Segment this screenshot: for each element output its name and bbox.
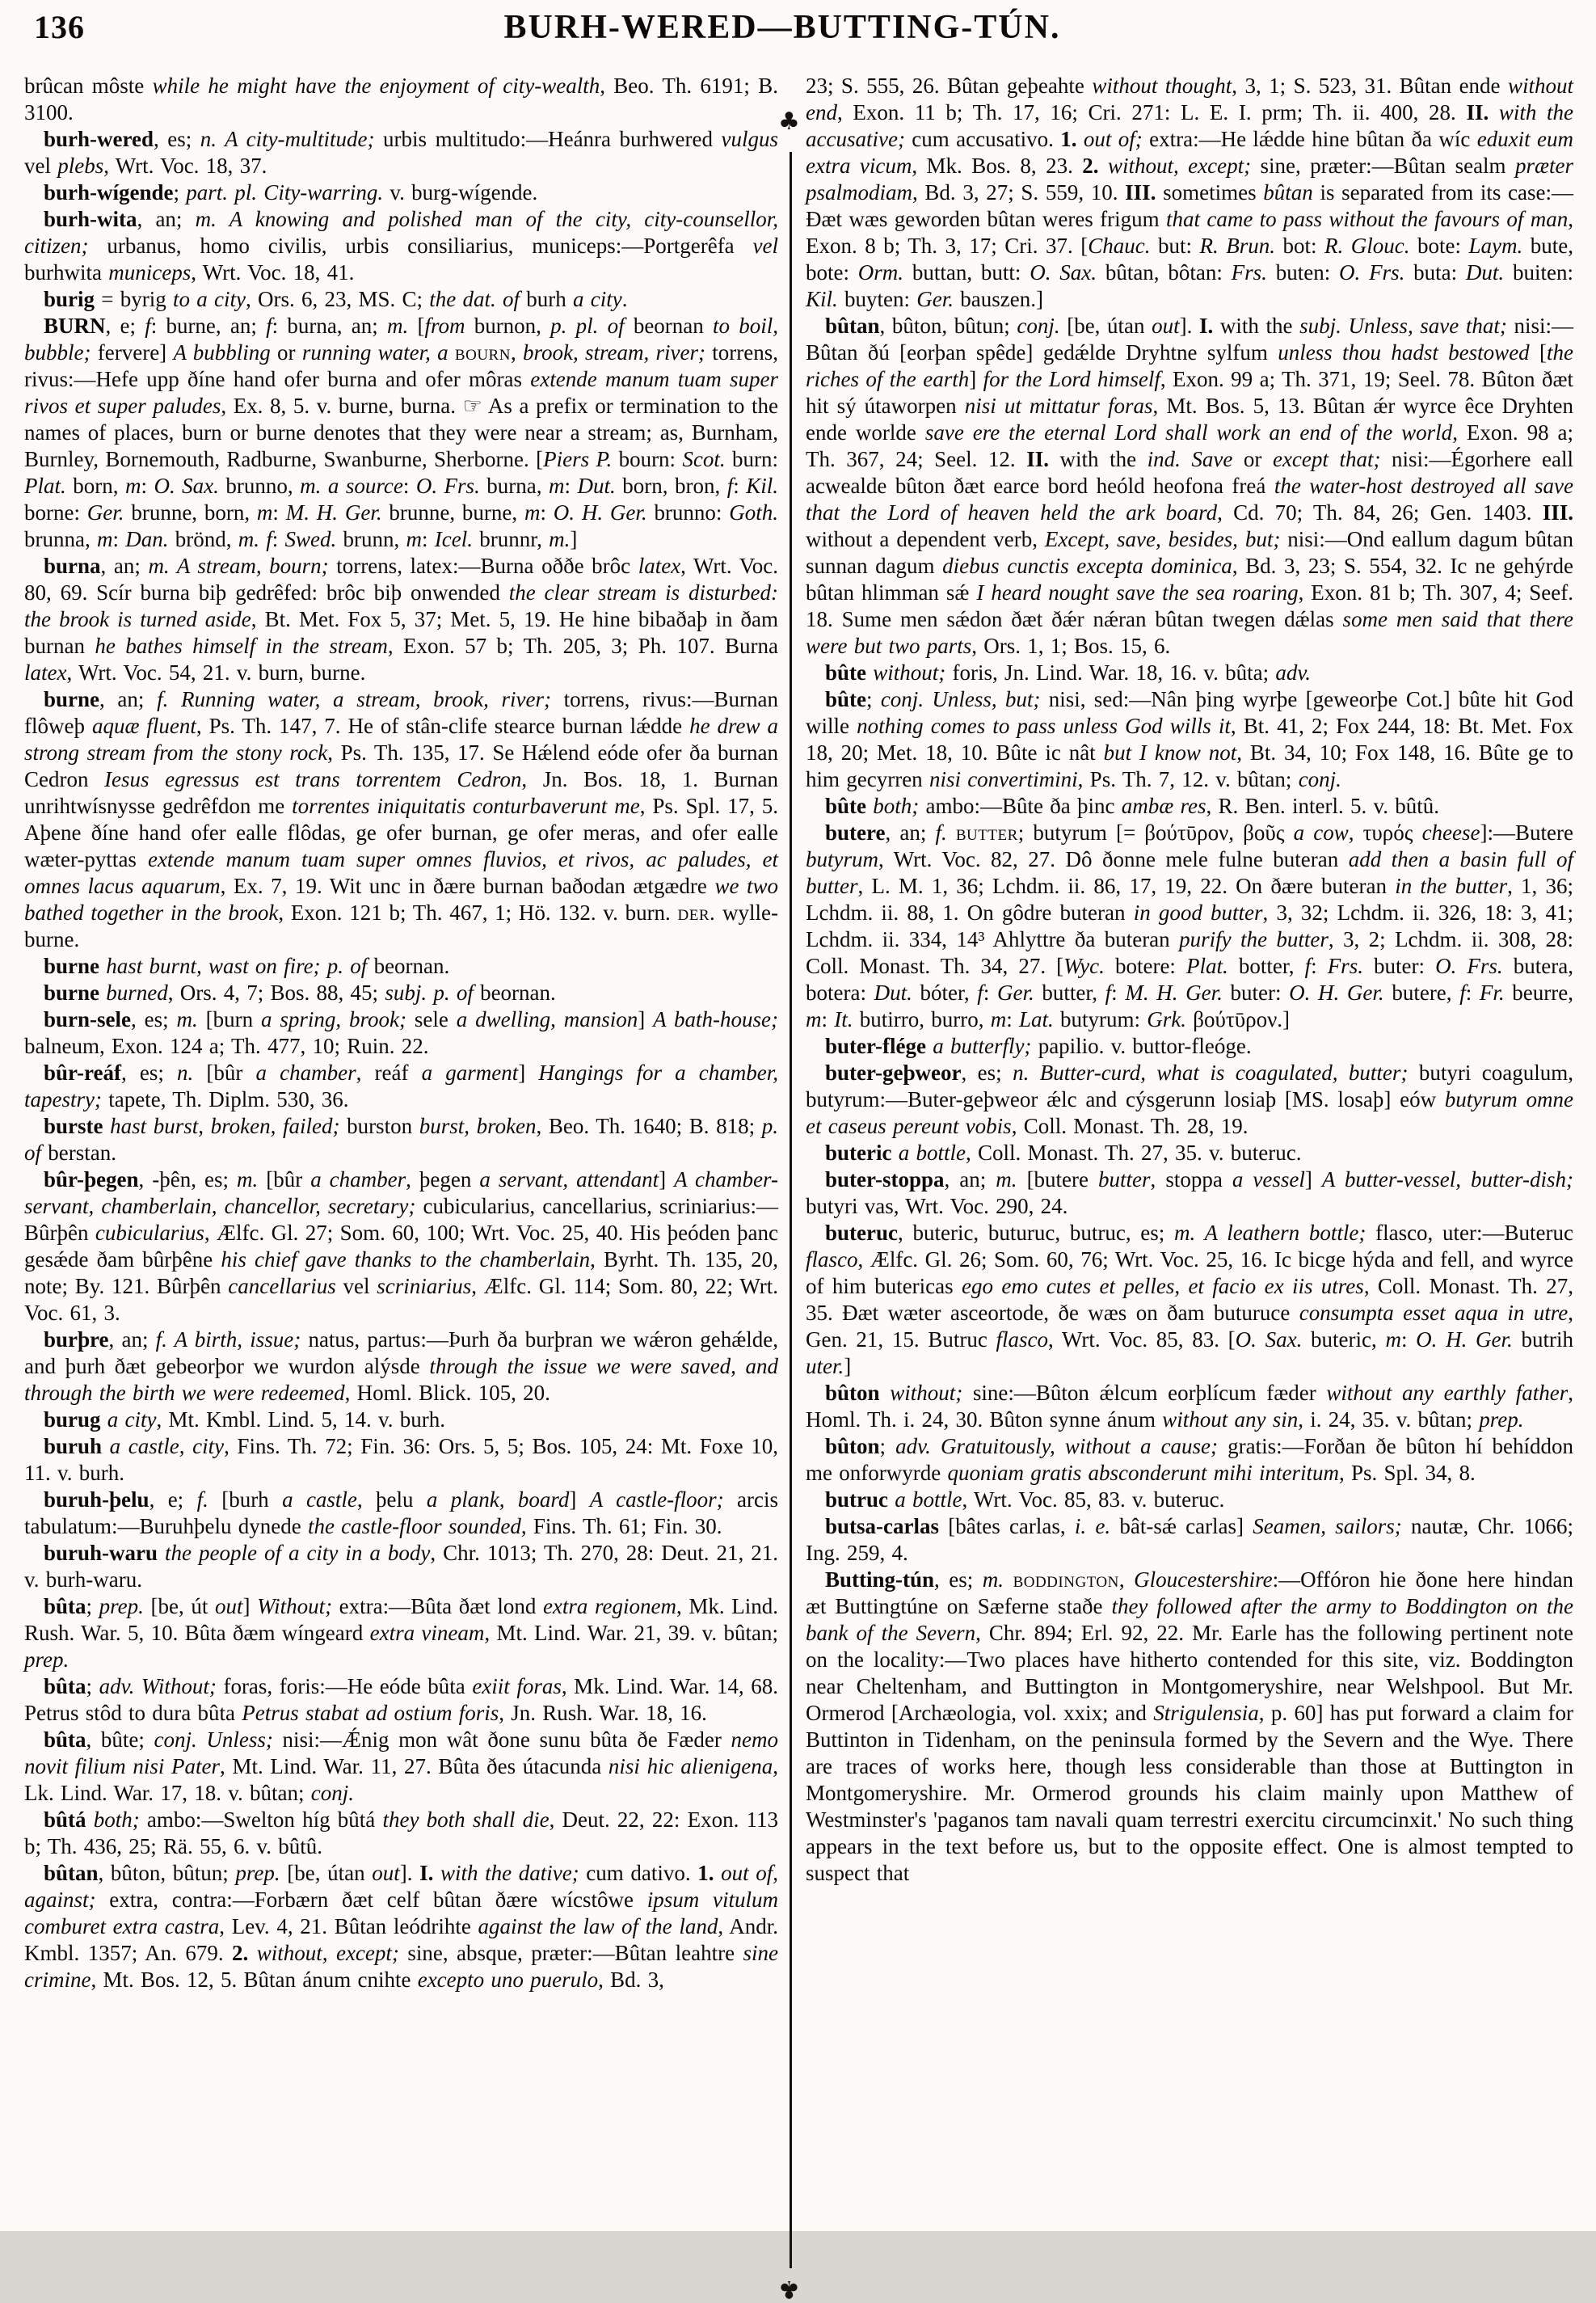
dictionary-entry: bûtan, bûton, bûtun; conj. [be, útan out]. I. with the subj. Unless, save that; nisi:—Bûtan ðú [eorþan spêde] gedǽlde Dryhtne sylfum unless thou hadst bestowed [the riches of the earth] for the Lord himself, Exon. 99 a; Th. 371, 19; Seel. 78. Bûton ðæt hit sý útaworpen nisi ut mittatur foras, Mt. Bos. 5, 13. Bûtan ǽr wyrce êce Dryhten ende worlde save ere the eternal Lord shall work an end of the world, Exon. 98 a; Th. 367, 24; Seel. 12. II. with the ind. Save or except that; nisi:—Égorhere eall acwealde bûton ðæt earce bord heóld heofona freá the water-host destroyed all save that the Lord of heaven held the ark board, Cd. 70; Th. 84, 26; Gen. 1403. III. without a dependent verb, Except, save, besides, but; nisi:—Ond eallum dagum bûtan sunnan dagum diebus cunctis excepta dominica, Bd. 3, 23; S. 554, 32. Ic ne gehýrde bûtan hlimman sǽ I heard nought save the sea roaring, Exon. 81 b; Th. 307, 4; Seef. 18. Sume men sǽdon ðæt ðǽr nǽran bûtan twegen dǽlas some men said that there were but two parts, Ors. 1, 1; Bos. 15, 6. — [806, 314, 1574, 658]
dictionary-entry: burne hast burnt, wast on fire; p. of beornan. — [44, 954, 450, 978]
dictionary-entry: butere, an; f. butter; butyrum [= βούτῡρον, βοῦς a cow, τυρός cheese]:—Butere butyrum, Wrt. Voc. 82, 27. Dô ðonne mele fulne buteran add then a basin full of butter, L. M. 1, 36; Lchdm. ii. 86, 17, 19, 22. On ðære buteran in the butter, 1, 36; Lchdm. ii. 88, 1. On gôdre buteran in good butter, 3, 32; Lchdm. ii. 326, 18: 3, 41; Lchdm. ii. 334, 14³ Ahlyttre ða buteran purify the butter, 3, 2; Lchdm. ii. 308, 28: Coll. Monast. Th. 34, 27. [Wyc. botere: Plat. botter, f: Frs. buter: O. Frs. butera, botera: Dut. bóter, f: Ger. butter, f: M. H. Ger. buter: O. H. Ger. butere, f: Fr. beurre, m: It. butirro, burro, m: Lat. butyrum: Grk. βούτῡρον.] — [806, 820, 1574, 1031]
dictionary-entry: burne, an; f. Running water, a stream, brook, river; torrens, rivus:—Burnan flôweþ aquæ fluent, Ps. Th. 147, 7. He of stân-clife stearce burnan lǽdde he drew a strong stream from the stony rock, Ps. Th. 135, 17. Se Hǽlend eóde ofer ða burnan Cedron Iesus egressus est trans torrentem Cedron, Jn. Bos. 18, 1. Burnan unrihtwísnysse gedrêfdon me torrentes iniquitatis conturbaverunt me, Ps. Spl. 17, 5. Aþene ðíne hand ofer ealle flôdas, ge ofer burnan, ge ofer meras, and ofer ealle wæter-pyttas extende manum tuam super omnes fluvios, et rivos, ac paludes, et omnes lacus aquarum, Ex. 7, 19. Wit unc in ðære burnan baðodan ætgædre we two bathed together in the brook, Exon. 121 b; Th. 467, 1; Hö. 132. v. burn. der. wylle-burne. — [24, 687, 779, 951]
dictionary-entry: bûte; conj. Unless, but; nisi, sed:—Nân þing wyrþe [geweorþe Cot.] bûte hit God wille nothing comes to pass unless God wills it, Bt. 41, 2; Fox 244, 18: Bt. Met. Fox 18, 20; Met. 18, 10. Bûte ic nât but I know not, Bt. 34, 10; Fox 148, 16. Bûte ge to him gecyrren nisi convertimini, Ps. Th. 7, 12. v. bûtan; conj. — [806, 687, 1573, 791]
dictionary-entry: butsa-carlas [bâtes carlas, i. e. bât-sǽ carlas] Seamen, sailors; nautæ, Chr. 1066; Ing. 259, 4. — [806, 1514, 1573, 1565]
dictionary-entry: buter-geþweor, es; n. Butter-curd, what is coagulated, butter; butyri coagulum, butyrum:—Buter-geþweor ǽlc and cýsgerunn losiaþ [MS. losaþ] eów butyrum omne et caseus pereunt vobis, Coll. Monast. Th. 28, 19. — [806, 1061, 1574, 1138]
dictionary-entry: bûta; adv. Without; foras, foris:—He eóde bûta exiit foras, Mk. Lind. War. 14, 68. Petrus stôd to dura bûta Petrus stabat ad ostium foris, Jn. Rush. War. 18, 16. — [24, 1674, 778, 1725]
dictionary-entry: burh-wígende; part. pl. City-warring. v. burg-wígende. — [44, 180, 538, 205]
right-column — [806, 73, 1573, 1887]
dictionary-entry: burste hast burst, broken, failed; burston burst, broken, Beo. Th. 1640; B. 818; p. of berstan. — [24, 1114, 778, 1165]
column-divider-rule — [778, 108, 800, 2303]
dictionary-entry: butruc a bottle, Wrt. Voc. 85, 83. v. buteruc. — [825, 1487, 1225, 1512]
dictionary-entry: buruh a castle, city, Fins. Th. 72; Fin. 36: Ors. 5, 5; Bos. 105, 24: Mt. Foxe 10, 11. v. burh. — [24, 1434, 779, 1485]
dictionary-entry: bûte both; ambo:—Bûte ða þinc ambæ res, R. Ben. interl. 5. v. bûtû. — [825, 794, 1439, 818]
dictionary-entry: burh-wered, es; n. A city-multitude; urbis multitudo:—Heánra burhwered vulgus vel plebs, Wrt. Voc. 18, 37. — [24, 127, 779, 178]
dictionary-entry: burn-sele, es; m. [burn a spring, brook; sele a dwelling, mansion] A bath-house; balneum, Exon. 124 a; Th. 477, 10; Ruin. 22. — [24, 1007, 778, 1058]
dictionary-entry: bûte without; foris, Jn. Lind. War. 18, 16. v. bûta; adv. — [825, 660, 1312, 685]
dictionary-entry: burna, an; m. A stream, bourn; torrens, latex:—Burna oððe brôc latex, Wrt. Voc. 80, 69. Scír burna biþ gedrêfed: brôc biþ onwended the clear stream is disturbed: the brook is turned aside, Bt. Met. Fox 5, 37; Met. 5, 19. He hine bibaðaþ in ðam burnan he bathes himself in the stream, Exon. 57 b; Th. 205, 3; Ph. 107. Burna latex, Wrt. Voc. 54, 21. v. burn, burne. — [24, 554, 779, 685]
dictionary-entry: burne burned, Ors. 4, 7; Bos. 88, 45; subj. p. of beornan. — [44, 981, 556, 1005]
dictionary-entry: burh-wita, an; m. A knowing and polished man of the city, city-counsellor, citizen; urbanus, homo civilis, urbis consiliarius, municeps:—Portgerêfa vel burhwita municeps, Wrt. Voc. 18, 41. — [24, 207, 778, 285]
dictionary-entry: bûton without; sine:—Bûton ǽlcum eorþlícum fæder without any earthly father, Homl. Th. i. 24, 30. Bûton synne ánum without any sin, i. 24, 35. v. bûtan; prep. — [806, 1381, 1573, 1432]
dictionary-entry: bûr-reáf, es; n. [bûr a chamber, reáf a garment] Hangings for a chamber, tapestry; tapete, Th. Diplm. 530, 36. — [24, 1061, 778, 1111]
dictionary-entry: bûtá both; ambo:—Swelton híg bûtá they both shall die, Deut. 22, 22: Exon. 113 b; Th. 436, 25; Rä. 55, 6. v. bûtû. — [24, 1807, 779, 1858]
dictionary-entry: buter-flége a butterfly; papilio. v. buttor-fleóge. — [825, 1034, 1252, 1058]
printers-ornament-icon: ♣ — [778, 108, 800, 136]
dictionary-entry: bûtan, bûton, bûtun; prep. [be, útan out]. I. with the dative; cum dativo. 1. out of, against; extra, contra:—Forbærn ðæt celf bûtan ðære wícstôwe ipsum vitulum comburet extra castra, Lev. 4, 21. Bûtan leódrihte against the law of the land, Andr. Kmbl. 1357; An. 679. 2. without, except; sine, absque, præter:—Bûtan leahtre sine crimine, Mt. Bos. 12, 5. Bûtan ánum cnihte excepto uno puerulo, Bd. 3, — [24, 1861, 779, 1992]
dictionary-entry: BURN, e; f: burne, an; f: burna, an; m. [from burnon, p. pl. of beornan to boil, bubble; fervere] A bubbling or running water, a bourn, brook, stream, river; torrens, rivus:—Hefe upp ðíne hand ofer burna and ofer môras extende manum tuam super rivos et super paludes, Ex. 8, 5. v. burne, burna. ☞ As a prefix or termination to the names of places, burn or burne denotes that they were near a stream; as, Burnham, Burnley, Bornemouth, Radburne, Swanburne, Sherborne. [Piers P. bourn: Scot. burn: Plat. born, m: O. Sax. brunno, m. a source: O. Frs. burna, m: Dut. born, bron, f: Kil. borne: Ger. brunne, born, m: M. H. Ger. brunne, burne, m: O. H. Ger. brunno: Goth. brunna, m: Dan. brönd, m. f: Swed. brunn, m: Icel. brunnr, m.] — [24, 314, 778, 551]
dictionary-entry: buruh-þelu, e; f. [burh a castle, þelu a plank, board] A castle-floor; arcis tabulatum:—Buruhþelu dynede the castle-floor sounded, Fins. Th. 61; Fin. 30. — [24, 1487, 778, 1538]
dictionary-entry: bûta; prep. [be, út out] Without; extra:—Bûta ðæt lond extra regionem, Mk. Lind. Rush. War. 5, 10. Bûta ðæm wíngeard extra vineam, Mt. Lind. War. 21, 39. v. bûtan; prep. — [24, 1594, 778, 1672]
dictionary-entry: buteric a bottle, Coll. Monast. Th. 27, 35. v. buteruc. — [825, 1141, 1302, 1165]
dictionary-entry: Butting-tún, es; m. boddington, Gloucestershire:—Offóron hie ðone here hindan æt Buttingtúne on Sæferne staðe they followed after the army to Boddington on the bank of the Severn, Chr. 894; Erl. 92, 22. Mr. Earle has the following pertinent note on the locality:—Two places have hitherto contended for this site, viz. Boddington near Cheltenham, and Buttington in Montgomeryshire, near Welshpool. But Mr. Ormerod [Archæologia, vol. xxix; and Strigulensia, p. 60] has put forward a claim for Buttinton in Tidenham, on the peninsula formed by the Severn and the Wye. There are traces of works here, though less considerable than those at Buttington in Montgomeryshire. Mr. Ormerod grounds his claim mainly upon Matthew of Westminster's 'paganos tam navali quam terrestri exercitu circumcinxit.' No such thing appears in the text before us, but to the opposite effect. One is almost tempted to suspect that — [806, 1567, 1574, 1885]
dictionary-entry: burþre, an; f. A birth, issue; natus, partus:—Þurh ða burþran we wǽron gehǽlde, and þurh ðæt gebeorþor we wurdon alýsde through the issue we were saved, and through the birth we were redeemed, Homl. Blick. 105, 20. — [24, 1327, 778, 1405]
dictionary-entry: burig = byrig to a city, Ors. 6, 23, MS. C; the dat. of burh a city. — [44, 287, 628, 311]
dictionary-entry: burug a city, Mt. Kmbl. Lind. 5, 14. v. burh. — [44, 1407, 446, 1432]
printers-ornament-icon: ♣ — [778, 2275, 800, 2303]
entry-continuation: brûcan môste while he might have the enjoyment of city-wealth, Beo. Th. 6191; B. 3100. — [24, 74, 778, 124]
dictionary-entry: bûta, bûte; conj. Unless; nisi:—Ǽnig mon wât ðone sunu bûta ðe Fæder nemo novit filium nisi Pater, Mt. Lind. War. 11, 27. Bûta ðes útacunda nisi hic alienigena, Lk. Lind. War. 17, 18. v. bûtan; conj. — [24, 1727, 778, 1805]
dictionary-entry: buruh-waru the people of a city in a body, Chr. 1013; Th. 270, 28: Deut. 21, 21. v. burh-waru. — [24, 1541, 778, 1592]
page-number: 136 — [34, 9, 85, 45]
dictionary-entry: buter-stoppa, an; m. [butere butter, stoppa a vessel] A butter-vessel, butter-dish; butyri vas, Wrt. Voc. 290, 24. — [806, 1167, 1573, 1218]
dictionary-entry: bûton; adv. Gratuitously, without a cause; gratis:—Forðan ðe bûton hí behíddon me onforwyrde quoniam gratis absconderunt mihi interitum, Ps. Spl. 34, 8. — [806, 1434, 1573, 1485]
left-column — [24, 73, 778, 1993]
entry-continuation: 23; S. 555, 26. Bûtan geþeahte without thought, 3, 1; S. 523, 31. Bûtan ende without end, Exon. 11 b; Th. 17, 16; Cri. 271: L. E. I. prm; Th. ii. 400, 28. II. with the accusative; cum accusativo. 1. out of; extra:—He lǽdde hine bûtan ða wíc eduxit eum extra vicum, Mk. Bos. 8, 23. 2. without, except; sine, præter:—Bûtan sealm præter psalmodiam, Bd. 3, 27; S. 559, 10. III. sometimes bûtan is separated from its case:—Ðæt wæs geworden bûtan weres frigum that came to pass without the favours of man, Exon. 8 b; Th. 3, 17; Cri. 37. [Chauc. but: R. Brun. bot: R. Glouc. bote: Laym. bute, bote: Orm. buttan, butt: O. Sax. bûtan, bôtan: Frs. buten: O. Frs. buta: Dut. buiten: Kil. buyten: Ger. bauszen.] — [806, 74, 1574, 311]
dictionary-entry: buteruc, buteric, buturuc, butruc, es; m. A leathern bottle; flasco, uter:—Buteruc flasco, Ælfc. Gl. 26; Som. 60, 76; Wrt. Voc. 25, 16. Ic bicge hýda and fell, and wyrce of him butericas ego emo cutes et pelles, et facio ex iis utres, Coll. Monast. Th. 27, 35. Ðæt wæter asceortode, ðe wæs on ðam buturuce consumpta esset aqua in utre, Gen. 21, 15. Butruc flasco, Wrt. Voc. 85, 83. [O. Sax. buteric, m: O. H. Ger. butrih uter.] — [806, 1221, 1574, 1378]
dictionary-entry: bûr-þegen, -þên, es; m. [bûr a chamber, þegen a servant, attendant] A chamber-servant, chamberlain, chancellor, secretary; cubicularius, cancellarius, scriniarius:—Bûrþên cubicularius, Ælfc. Gl. 27; Som. 60, 100; Wrt. Voc. 25, 40. His þeóden þanc gesǽde ðam bûrþêne his chief gave thanks to the chamberlain, Byrht. Th. 135, 20, note; By. 121. Bûrþên cancellarius vel scriniarius, Ælfc. Gl. 114; Som. 80, 22; Wrt. Voc. 61, 3. — [24, 1167, 778, 1325]
running-title: BURH-WERED—BUTTING-TÚN. — [503, 9, 1061, 46]
